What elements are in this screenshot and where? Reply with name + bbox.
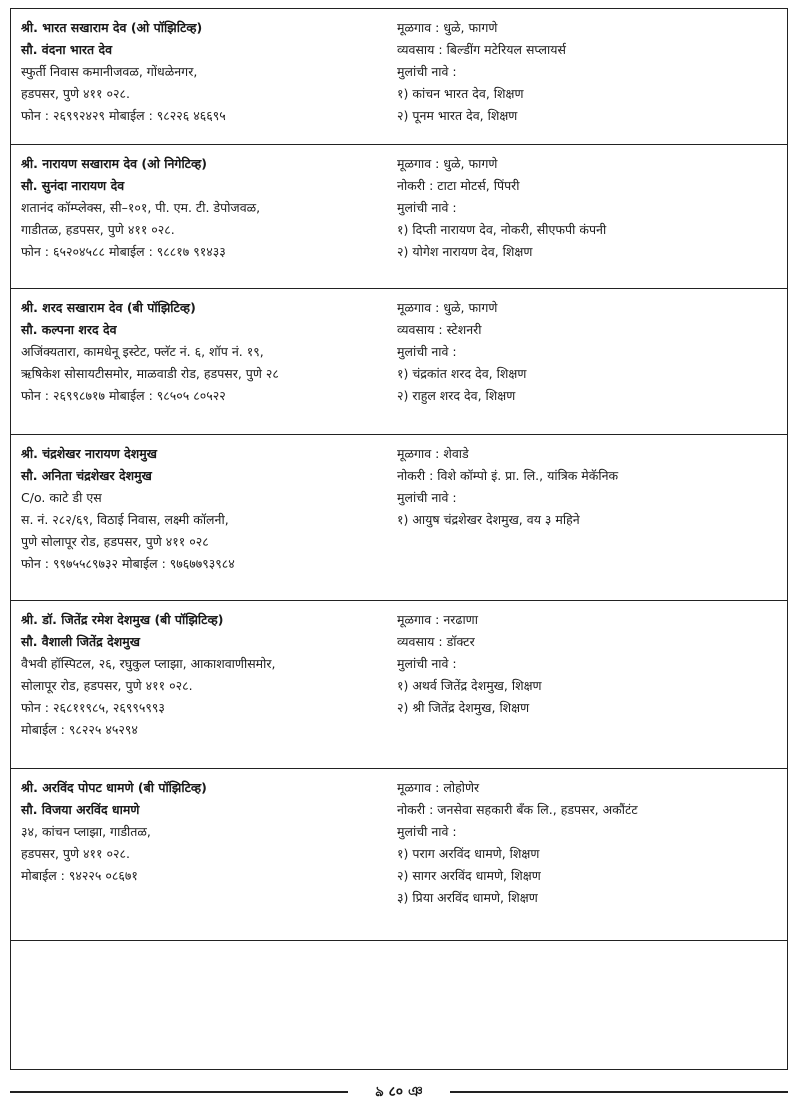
- head-name: श्री. डॉ. जितेंद्र रमेश देशमुख (बी पॉझिटिव्ह): [21, 612, 224, 627]
- address-line: ३४, कांचन प्लाझा, गाडीतळ,: [21, 824, 151, 839]
- occupation: व्यवसाय : डॉक्टर: [397, 634, 475, 649]
- directory-frame: [10, 8, 788, 1070]
- native-place: मूळगाव : नरढाणा: [397, 612, 478, 627]
- family-entry: [11, 601, 787, 769]
- address-line: C/o. काटे डी एस: [21, 490, 102, 505]
- footer-rule-left: [10, 1091, 348, 1093]
- address-line: शतानंद कॉम्प्लेक्स, सी–१०१, पी. एम. टी. डेपोजवळ,: [21, 200, 261, 215]
- page-number: [348, 1082, 450, 1102]
- entry-right-column: [397, 297, 777, 407]
- occupation: नोकरी : विशे कॉम्पो इं. प्रा. लि., यांत्रिक मेकॅनिक: [397, 468, 619, 483]
- child-item: १) चंद्रकांत शरद देव, शिक्षण: [397, 366, 527, 381]
- phone-line: फोन : २६९९२४२९ मोबाईल : ९८२२६ ४६६९५: [21, 108, 226, 123]
- address-line: स. नं. २८२/६९, विठाई निवास, लक्ष्मी कॉलनी,: [21, 512, 229, 527]
- page-number-text: ८०: [388, 1084, 404, 1100]
- entry-right-column: [397, 777, 777, 909]
- spouse-name: सौ. विजया अरविंद धामणे: [21, 802, 140, 817]
- spouse-name: सौ. कल्पना शरद देव: [21, 322, 117, 337]
- address-line: पुणे सोलापूर रोड, हडपसर, पुणे ४११ ०२८: [21, 534, 209, 549]
- children-heading: मुलांची नावे :: [397, 64, 457, 79]
- children-heading: मुलांची नावे :: [397, 656, 457, 671]
- family-entry: [11, 145, 787, 289]
- occupation: व्यवसाय : बिल्डींग मटेरियल सप्लायर्स: [397, 42, 566, 57]
- child-item: २) पूनम भारत देव, शिक्षण: [397, 108, 518, 123]
- address-line: हडपसर, पुणे ४११ ०२८.: [21, 86, 130, 101]
- native-place: मूळगाव : धुळे, फागणे: [397, 156, 498, 171]
- mobile-line: मोबाईल : ९८२२५ ४५२९४: [21, 722, 138, 737]
- child-item: २) सागर अरविंद धामणे, शिक्षण: [397, 868, 541, 883]
- address-line: गाडीतळ, हडपसर, पुणे ४११ ०२८.: [21, 222, 175, 237]
- phone-line: फोन : २६८११९८५, २६९९५९९३: [21, 700, 165, 715]
- native-place: मूळगाव : धुळे, फागणे: [397, 300, 498, 315]
- footer-rule-right: [450, 1091, 788, 1093]
- children-heading: मुलांची नावे :: [397, 490, 457, 505]
- phone-line: फोन : ६५२०४५८८ मोबाईल : ९८८१७ ९१४३३: [21, 244, 226, 259]
- address-line: हडपसर, पुणे ४११ ०२८.: [21, 846, 130, 861]
- ornament-right-icon: ঞ: [407, 1084, 423, 1100]
- head-name: श्री. भारत सखाराम देव (ओ पॉझिटिव्ह): [21, 20, 203, 35]
- entry-left-column: [21, 443, 391, 575]
- child-item: १) आयुष चंद्रशेखर देशमुख, वय ३ महिने: [397, 512, 580, 527]
- entry-left-column: [21, 609, 391, 741]
- native-place: मूळगाव : धुळे, फागणे: [397, 20, 498, 35]
- spouse-name: सौ. वंदना भारत देव: [21, 42, 113, 57]
- page-footer: [10, 1082, 788, 1102]
- child-item: १) दिप्ती नारायण देव, नोकरी, सीएफपी कंपनी: [397, 222, 607, 237]
- family-entry: [11, 435, 787, 601]
- child-item: २) योगेश नारायण देव, शिक्षण: [397, 244, 533, 259]
- entry-left-column: [21, 777, 391, 887]
- child-item: १) अथर्व जितेंद्र देशमुख, शिक्षण: [397, 678, 542, 693]
- entry-right-column: [397, 609, 777, 719]
- native-place: मूळगाव : लोहोणेर: [397, 780, 480, 795]
- phone-line: फोन : ९९७५५८९७३२ मोबाईल : ९७६७७९३९८४: [21, 556, 235, 571]
- family-entry: [11, 769, 787, 941]
- family-entry: [11, 289, 787, 435]
- child-item: ३) प्रिया अरविंद धामणे, शिक्षण: [397, 890, 538, 905]
- child-item: १) पराग अरविंद धामणे, शिक्षण: [397, 846, 540, 861]
- entry-left-column: [21, 297, 391, 407]
- spouse-name: सौ. सुनंदा नारायण देव: [21, 178, 125, 193]
- address-line: सोलापूर रोड, हडपसर, पुणे ४११ ०२८.: [21, 678, 193, 693]
- children-heading: मुलांची नावे :: [397, 344, 457, 359]
- head-name: श्री. नारायण सखाराम देव (ओ निगेटिव्ह): [21, 156, 207, 171]
- native-place: मूळगाव : शेवाडे: [397, 446, 469, 461]
- spouse-name: सौ. अनिता चंद्रशेखर देशमुख: [21, 468, 152, 483]
- occupation: नोकरी : जनसेवा सहकारी बँक लि., हडपसर, अकौंटंट: [397, 802, 638, 817]
- occupation: व्यवसाय : स्टेशनरी: [397, 322, 482, 337]
- entry-right-column: [397, 153, 777, 263]
- address-line: स्फुर्ती निवास कमानीजवळ, गोंधळेनगर,: [21, 64, 198, 79]
- entry-right-column: [397, 17, 777, 127]
- children-heading: मुलांची नावे :: [397, 200, 457, 215]
- occupation: नोकरी : टाटा मोटर्स, पिंपरी: [397, 178, 520, 193]
- head-name: श्री. चंद्रशेखर नारायण देशमुख: [21, 446, 157, 461]
- head-name: श्री. शरद सखाराम देव (बी पॉझिटिव्ह): [21, 300, 196, 315]
- entry-left-column: [21, 17, 391, 127]
- entry-left-column: [21, 153, 391, 263]
- phone-line: फोन : २६९९८७१७ मोबाईल : ९८५०५ ८०५२२: [21, 388, 226, 403]
- address-line: वैभवी हॉस्पिटल, २६, रघुकुल प्लाझा, आकाशवाणीसमोर,: [21, 656, 276, 671]
- head-name: श्री. अरविंद पोपट धामणे (बी पॉझिटिव्ह): [21, 780, 207, 795]
- child-item: १) कांचन भारत देव, शिक्षण: [397, 86, 524, 101]
- child-item: २) राहुल शरद देव, शिक्षण: [397, 388, 516, 403]
- ornament-left-icon: ঌ: [375, 1084, 384, 1100]
- entry-right-column: [397, 443, 777, 531]
- child-item: २) श्री जितेंद्र देशमुख, शिक्षण: [397, 700, 530, 715]
- address-line: अजिंक्यतारा, कामधेनू इस्टेट, फ्लॅट नं. ६, शॉप नं. १९,: [21, 344, 264, 359]
- children-heading: मुलांची नावे :: [397, 824, 457, 839]
- address-line: ऋषिकेश सोसायटीसमोर, माळवाडी रोड, हडपसर, पुणे २८: [21, 366, 279, 381]
- family-entry: [11, 9, 787, 145]
- mobile-line: मोबाईल : ९४२२५ ०८६७१: [21, 868, 138, 883]
- spouse-name: सौ. वैशाली जितेंद्र देशमुख: [21, 634, 141, 649]
